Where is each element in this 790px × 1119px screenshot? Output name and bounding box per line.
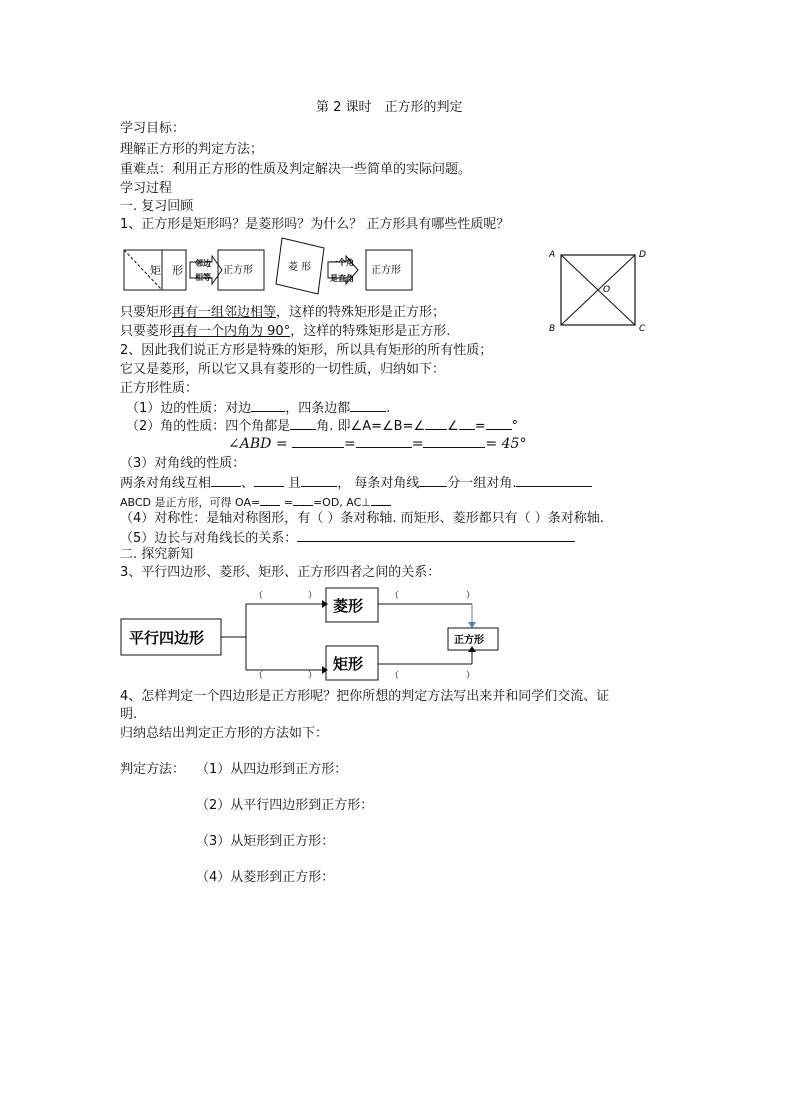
line-rhombus-to-square: 只要菱形再有一个内角为 90°，这样的特殊矩形是正方形.	[120, 324, 451, 339]
paren-open: （	[390, 591, 400, 601]
blank[interactable]	[254, 474, 284, 487]
question-4: 4、怎样判定一个四边形是正方形呢？把你所想的判定方法写出来并和同学们交流、证	[120, 689, 610, 704]
blank[interactable]	[297, 529, 575, 542]
blank[interactable]	[292, 435, 344, 448]
blank[interactable]	[293, 493, 313, 506]
paren-open: （	[254, 591, 264, 601]
process-heading: 学习过程	[120, 181, 173, 196]
question-1: 1、正方形是矩形吗？是菱形吗？为什么？ 正方形具有哪些性质呢？	[120, 217, 510, 232]
rhombus-node: 菱形	[333, 597, 364, 615]
center-o-label: O	[603, 285, 611, 295]
vertex-d-label: D	[639, 250, 646, 260]
method-1: （1）从四边形到正方形：	[196, 762, 348, 777]
quadrilateral-relationship-diagram	[118, 586, 508, 686]
rect-node: 矩形	[333, 655, 364, 673]
angle-abd-equation: ∠ABD = = = = 45°	[228, 436, 527, 452]
paren-open: （	[390, 671, 400, 681]
paren-close: ）	[308, 671, 318, 681]
blank[interactable]	[486, 417, 512, 430]
paren-close: ）	[308, 591, 318, 601]
question-2b: 它又是菱形，所以它又具有菱形的一切性质，归纳如下：	[120, 362, 446, 377]
page-title: 第 2 课时 正方形的判定	[316, 100, 463, 115]
paren-close: ）	[466, 591, 476, 601]
abcd-diagonal-line: ABCD 是正方形，可得 OA= = =OD, AC⊥	[120, 493, 391, 511]
line-rect-to-square: 只要矩形再有一组邻边相等，这样的特殊矩形是正方形；	[120, 305, 446, 320]
vertex-c-label: C	[639, 324, 646, 334]
parallelogram-node: 平行四边形	[129, 629, 205, 647]
goals-heading: 学习目标：	[120, 121, 186, 136]
property-diagonals-heading: （3）对角线的性质：	[120, 456, 246, 471]
property-angles: （2）角的性质：四个角都是 角. 即∠A=∠B=∠ ∠ = °	[126, 419, 519, 434]
question-3: 3、平行四边形、菱形、矩形、正方形四者之间的关系：	[120, 565, 441, 580]
blank[interactable]	[425, 417, 447, 430]
blank[interactable]	[423, 435, 485, 448]
blank[interactable]	[260, 493, 280, 506]
properties-heading: 正方形性质：	[120, 381, 199, 396]
methods-label: 判定方法：	[120, 762, 186, 777]
paren-close: ）	[466, 671, 476, 681]
quadrilateral-transform-figure	[118, 236, 418, 298]
square-node: 正方形	[454, 635, 484, 646]
section-2-heading: 二. 探究新知	[120, 547, 194, 562]
question-2: 2、因此我们说正方形是特殊的矩形，所以具有矩形的所有性质；	[120, 343, 493, 358]
difficulty-line: 重难点：利用正方形的性质及判定解决一些简单的实际问题。	[120, 162, 472, 177]
arrow1-bottom-label: 相等	[195, 273, 211, 282]
property-symmetry: （4）对称性：是轴对称图形，有（ ）条对称轴. 而矩形、菱形都只有（ ）条对称轴.	[120, 511, 604, 526]
vertex-b-label: B	[549, 324, 556, 334]
arrow2-bottom-label: 是直角	[330, 274, 354, 283]
blank[interactable]	[301, 474, 337, 487]
blank[interactable]	[211, 474, 241, 487]
blank[interactable]	[419, 474, 447, 487]
vertex-a-label: A	[549, 250, 556, 260]
blank[interactable]	[356, 435, 412, 448]
blank[interactable]	[516, 474, 592, 487]
property-sides: （1）边的性质：对边 ，四条边都 .	[126, 401, 391, 416]
blank[interactable]	[350, 399, 386, 412]
blank[interactable]	[459, 417, 475, 430]
blank[interactable]	[371, 493, 391, 506]
rect-label: 矩 形	[150, 264, 183, 277]
question-4-cont: 明.	[120, 707, 138, 722]
section-1-heading: 一. 复习回顾	[120, 199, 194, 214]
paren-open: （	[254, 671, 264, 681]
method-2: （2）从平行四边形到正方形：	[196, 798, 374, 813]
square-abcd-figure	[543, 245, 653, 335]
summary-line: 归纳总结出判定正方形的方法如下：	[120, 726, 329, 741]
square1-label: 正方形	[223, 265, 253, 276]
blank[interactable]	[290, 417, 316, 430]
property-diagonals: 两条对角线互相 、 且 ， 每条对角线 分一组对角.	[120, 474, 592, 492]
method-4: （4）从菱形到正方形：	[196, 870, 335, 885]
rhombus-label: 菱 形	[288, 262, 312, 273]
arrow1-top-label: 邻边	[195, 259, 211, 268]
goal-1: 理解正方形的判定方法；	[120, 142, 264, 157]
square2-label: 正方形	[371, 265, 401, 276]
arrow2-top-label: 一个角	[330, 258, 354, 267]
blank[interactable]	[251, 399, 285, 412]
property-side-diagonal: （5）边长与对角线长的关系：	[120, 529, 575, 547]
method-3: （3）从矩形到正方形：	[196, 834, 335, 849]
